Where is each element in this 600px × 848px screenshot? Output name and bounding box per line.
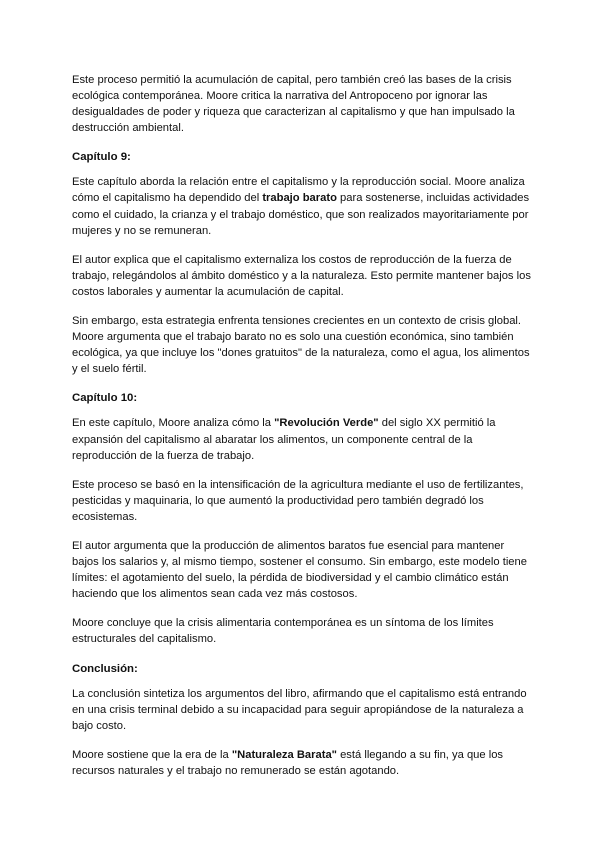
chapter-10-paragraph-1-text-b: del siglo XX permitió la expansión del capitalismo al abaratar los alimentos, un componente central de la reproducción de la fuerza de trabajo.: [72, 417, 496, 462]
chapter-10-paragraph-4: Moore concluye que la crisis alimentaria contemporánea es un síntoma de los límites estructurales del capitalismo.: [72, 617, 494, 646]
document-body: [72, 72, 534, 792]
chapter-9-paragraph-1-text-a: Este capítulo aborda la relación entre el capitalismo y la reproducción social. Moore analiza cómo el capitalismo ha dependido del: [72, 176, 525, 205]
chapter-9-paragraph-3: Sin embargo, esta estrategia enfrenta tensiones crecientes en un contexto de crisis global. Moore argumenta que el trabajo barato no es solo una cuestión económica, sino también ecológica, ya que incluye los "dones gratuitos" de la naturaleza, como el agua, los alimentos y el suelo fértil.: [72, 315, 530, 376]
chapter-9-heading: Capítulo 9:: [72, 151, 131, 164]
conclusion-paragraph-2: [72, 747, 534, 779]
conclusion-paragraph-2-text-b: está llegando a su fin, ya que los recursos naturales y el trabajo no remunerado se están agotando.: [72, 748, 504, 777]
chapter-9-paragraph-2: El autor explica que el capitalismo externaliza los costos de reproducción de la fuerza de trabajo, relegándolos al ámbito doméstico y a la naturaleza. Esto permite mantener bajos los costos laborales y aumentar la acumulación de capital.: [72, 253, 531, 298]
chapter-10-heading: Capítulo 10:: [72, 392, 138, 405]
conclusion-paragraph-2-text-a: Moore sostiene que la era de la: [72, 748, 232, 761]
green-revolution-term: "Revolución Verde": [274, 417, 379, 430]
cheap-nature-term: "Naturaleza Barata": [231, 748, 337, 761]
chapter-10-paragraph-1: [72, 415, 534, 463]
conclusion-heading: Conclusión:: [72, 662, 138, 675]
intro-paragraph: Este proceso permitió la acumulación de capital, pero también creó las bases de la crisis ecológica contemporánea. Moore critica la narrativa del Antropoceno por ignorar las desigualdades de poder y riqueza que caracterizan al capitalismo y que han impulsado la destrucción ambiental.: [72, 74, 515, 135]
chapter-10-paragraph-1-text-a: En este capítulo, Moore analiza cómo la: [72, 417, 275, 430]
chapter-9-paragraph-1-text-b: para sostenerse, incluidas actividades como el cuidado, la crianza y el trabajo doméstico, que son realizados mayoritariamente por mujeres y no se remuneran.: [72, 192, 530, 237]
conclusion-paragraph-1: La conclusión sintetiza los argumentos del libro, afirmando que el capitalismo está entrando en una crisis terminal debido a su incapacidad para seguir apropiándose de la naturaleza a bajo costo.: [72, 687, 527, 732]
chapter-10-paragraph-2: Este proceso se basó en la intensificación de la agricultura mediante el uso de fertilizantes, pesticidas y maquinaria, lo que aumentó la productividad pero también degradó los ecosistemas.: [72, 478, 524, 523]
cheap-labor-term: trabajo barato: [262, 192, 337, 205]
chapter-9-paragraph-1: [72, 174, 534, 238]
chapter-10-paragraph-3: El autor argumenta que la producción de alimentos baratos fue esencial para mantener bajos los salarios y, al mismo tiempo, sostener el consumo. Sin embargo, este modelo tiene límites: el agotamiento del suelo, la pérdida de biodiversidad y el cambio climático están haciendo que los alimentos sean cada vez más costosos.: [72, 539, 527, 601]
